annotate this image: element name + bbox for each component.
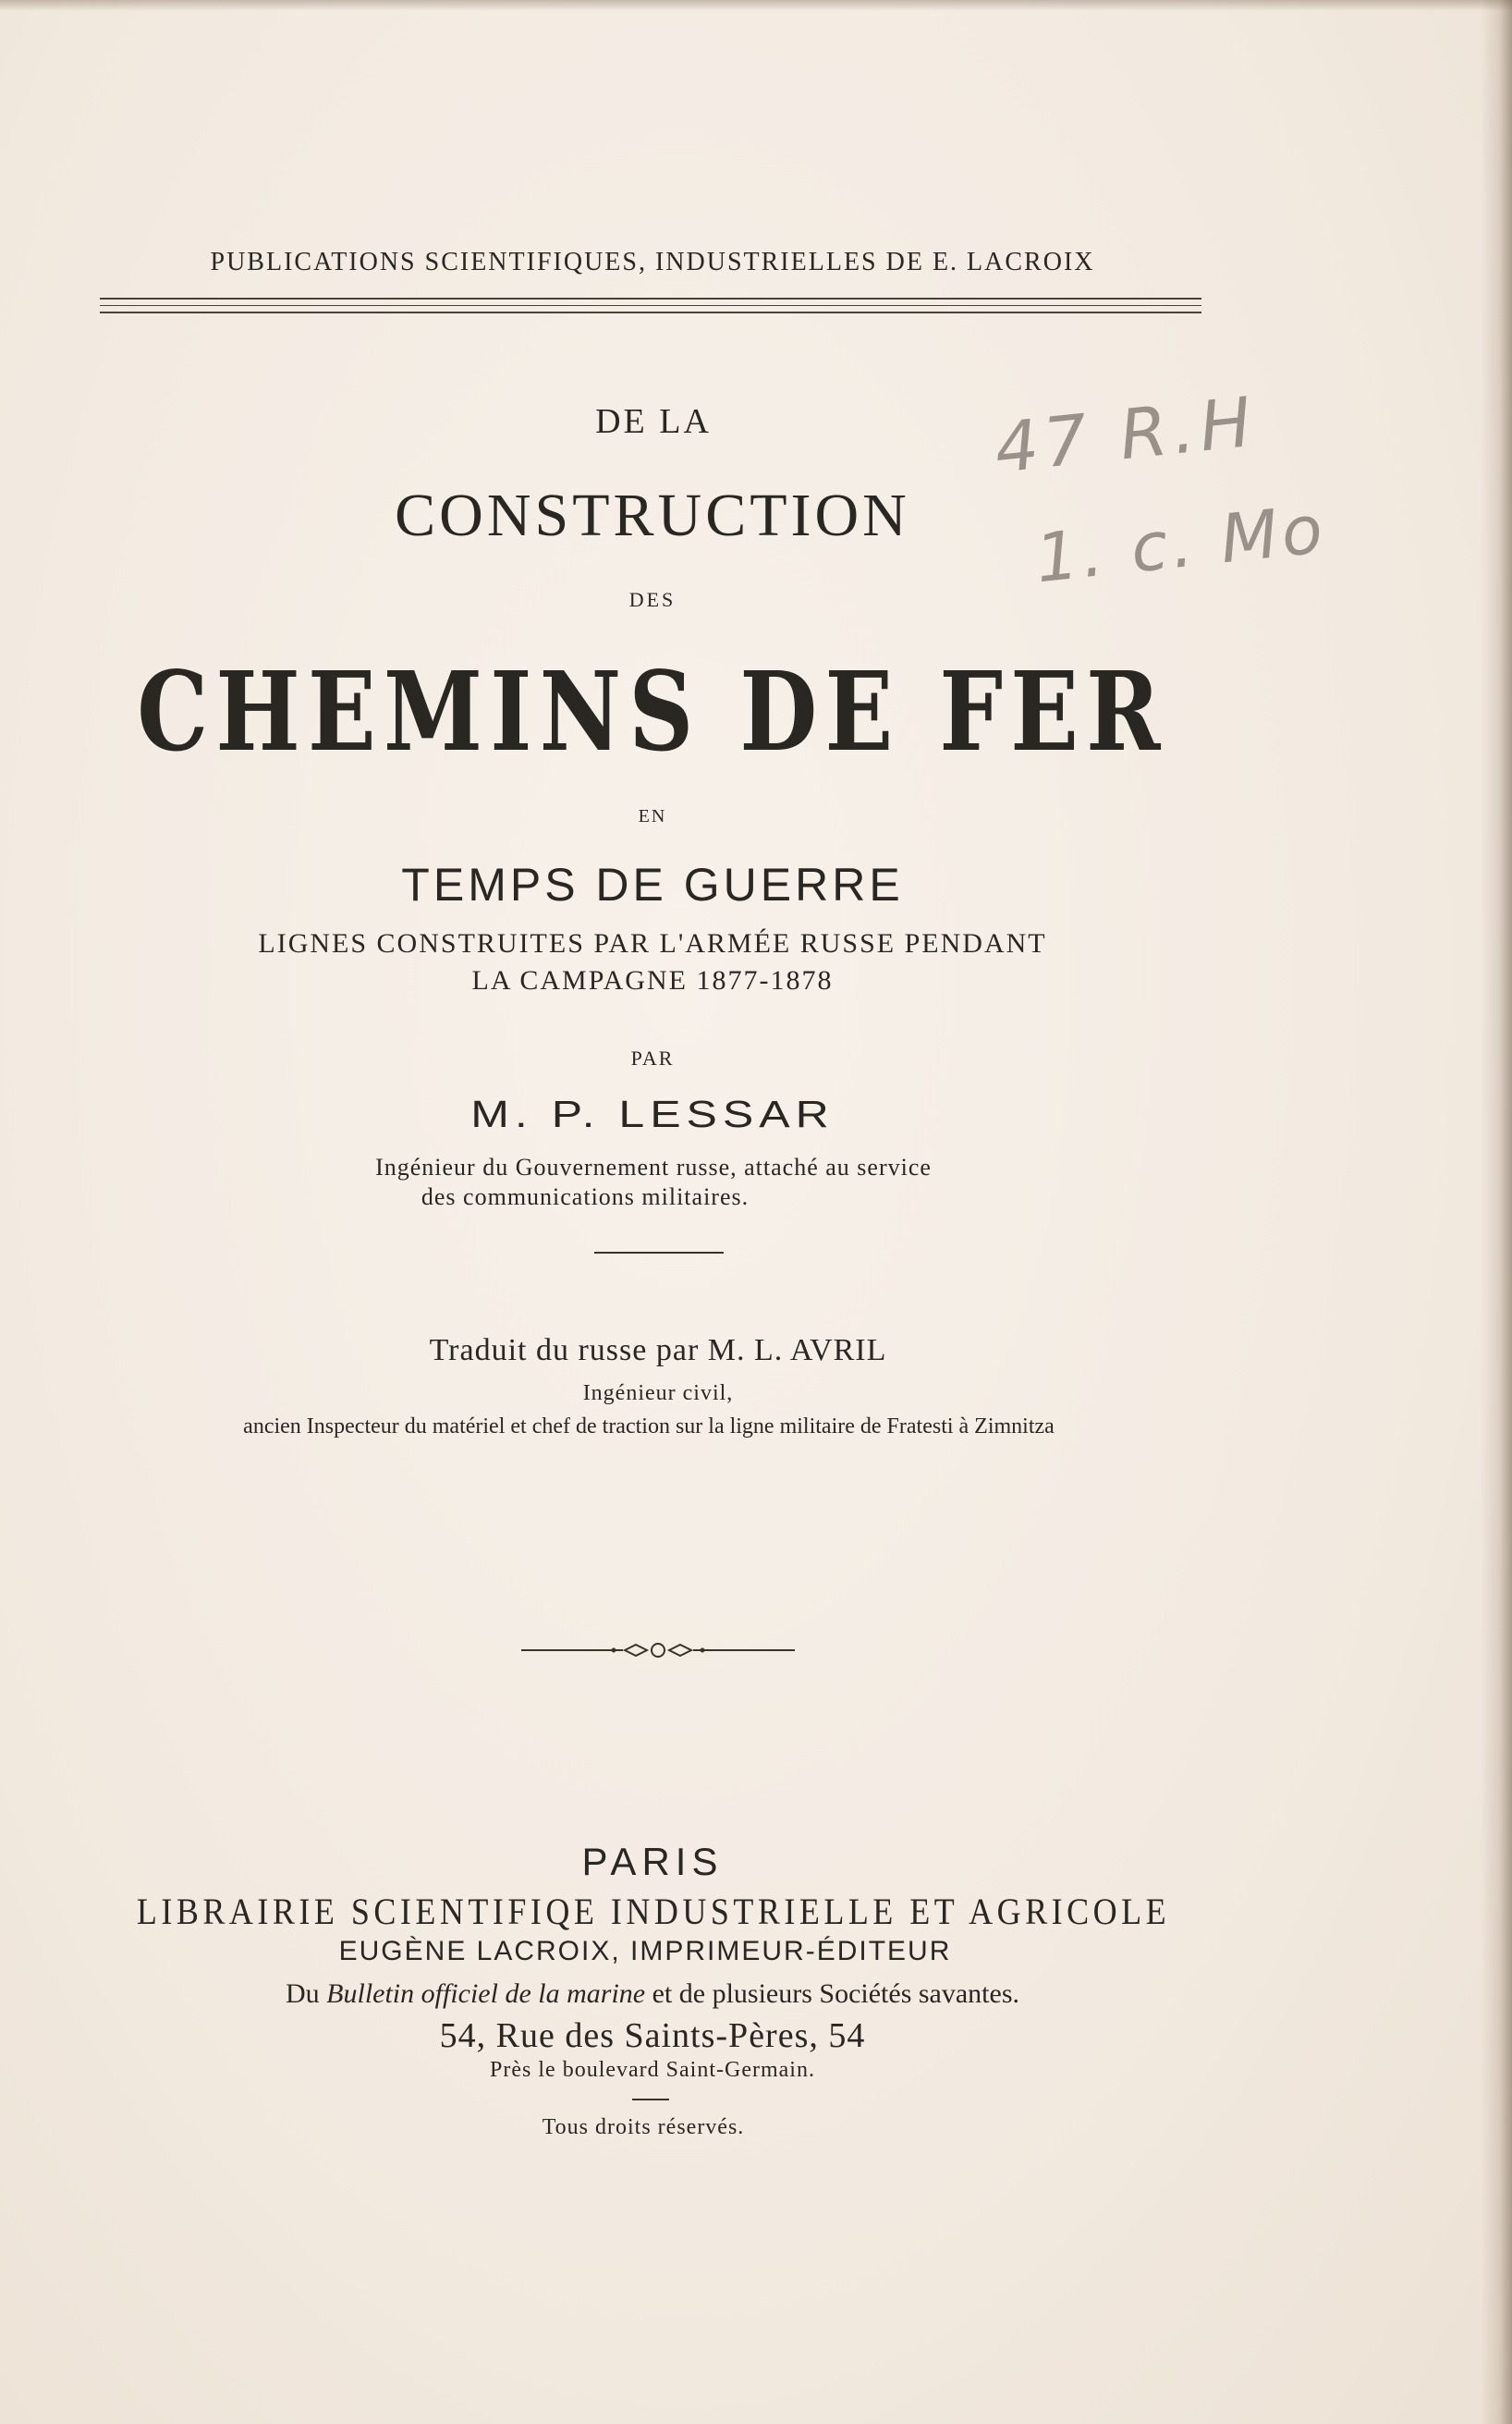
title-de-la: DE LA	[595, 402, 712, 441]
page-top-shadow	[0, 0, 1512, 11]
translator-title-2: ancien Inspecteur du matériel et chef de traction sur la ligne militaire de Fratesti à Zimnitza	[243, 1414, 1055, 1438]
imprint-bulletin	[286, 1978, 1019, 2010]
publisher-header: PUBLICATIONS SCIENTIFIQUES, INDUSTRIELLES DE E. LACROIX	[210, 248, 1095, 276]
header-rule-middle	[100, 305, 1201, 306]
rights-notice: Tous droits réservés.	[542, 2115, 745, 2139]
bulletin-suffix: et de plusieurs Sociétés savantes.	[645, 1978, 1020, 2009]
pencil-annotation-2: 1. c. Mo	[1031, 489, 1330, 598]
bulletin-title: Bulletin officiel de la marine	[326, 1978, 646, 2009]
ornament-divider	[521, 1636, 795, 1664]
imprint-publisher: LIBRAIRIE SCIENTIFIQE INDUSTRIELLE ET AGRICOLE	[136, 1891, 1171, 1932]
imprint-near: Près le boulevard Saint-Germain.	[490, 2058, 815, 2082]
header-rule-top	[100, 298, 1201, 300]
pencil-annotation-1: 47 R.H	[991, 382, 1261, 489]
section-divider	[594, 1252, 724, 1254]
author-name: M. P. LESSAR	[470, 1093, 835, 1135]
header-rule-bottom	[100, 312, 1201, 313]
page-right-edge	[1481, 0, 1512, 2424]
translator-line: Traduit du russe par M. L. AVRIL	[429, 1333, 887, 1367]
translator-title-1: Ingénieur civil,	[582, 1381, 734, 1405]
title-des: DES	[628, 588, 677, 611]
bulletin-prefix: Du	[285, 1978, 327, 2009]
title-construction: CONSTRUCTION	[395, 482, 910, 549]
author-affiliation-1: Ingénieur du Gouvernement russe, attaché au service	[375, 1154, 932, 1181]
title-chemins-de-fer: CHEMINS DE FER	[137, 647, 1168, 776]
imprint-city: PARIS	[581, 1840, 724, 1883]
author-affiliation-2: des communications militaires.	[421, 1183, 750, 1210]
by-label: PAR	[630, 1047, 675, 1070]
imprint-address: 54, Rue des Saints-Pères, 54	[439, 2016, 866, 2055]
subtitle-line-1: LIGNES CONSTRUITES PAR L'ARMÉE RUSSE PENDANT	[258, 928, 1047, 959]
title-en: EN	[638, 806, 667, 826]
imprint-editor: EUGÈNE LACROIX, IMPRIMEUR-ÉDITEUR	[338, 1936, 952, 1966]
subtitle-line-2: LA CAMPAGNE 1877-1878	[471, 965, 834, 996]
title-temps-de-guerre: TEMPS DE GUERRE	[401, 859, 904, 911]
imprint-dash	[632, 2099, 669, 2100]
